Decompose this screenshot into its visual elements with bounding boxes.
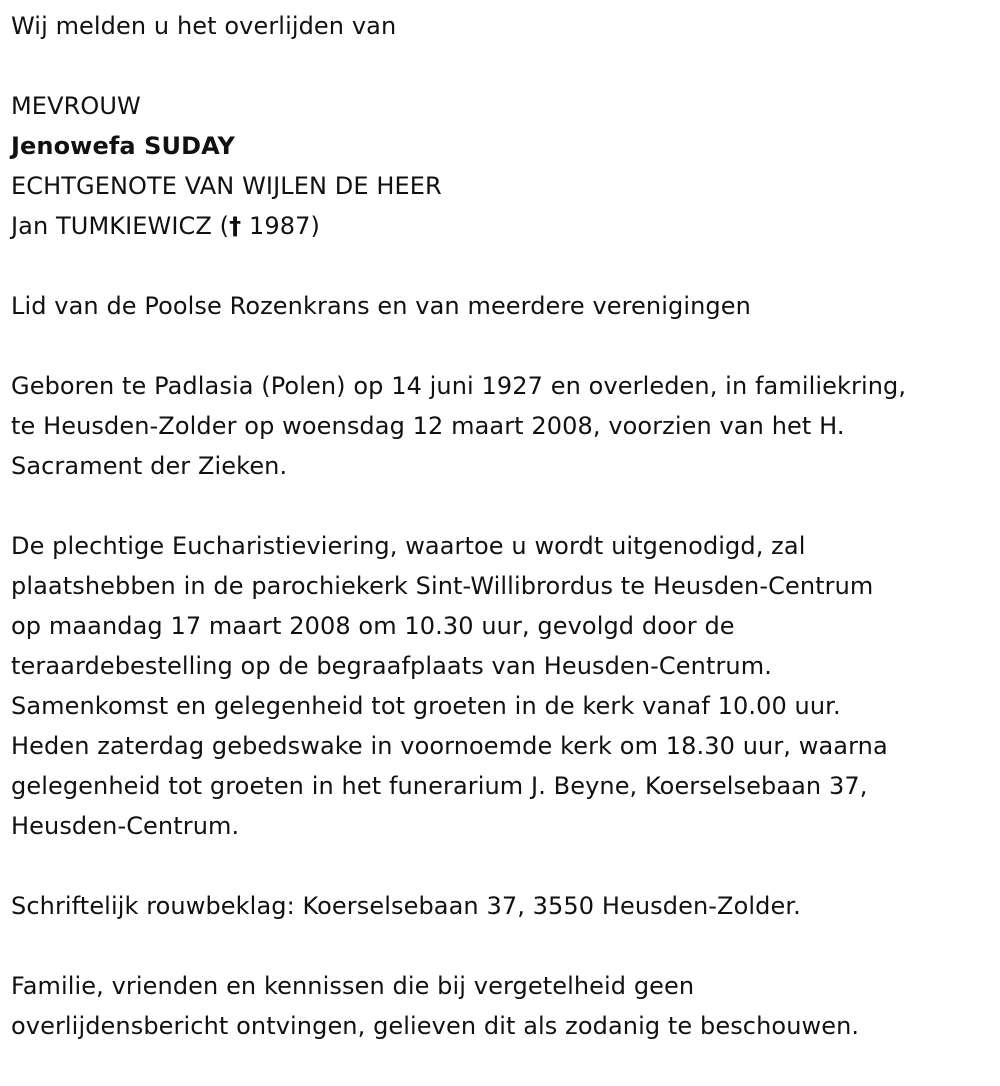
ceremony-line: Heusden-Centrum. [11,812,240,840]
spacer [11,486,996,526]
birth-death-line: Sacrament der Zieken. [11,452,288,480]
deceased-name: Jenowefa SUDAY [11,132,235,160]
closing-line: Familie, vrienden en kennissen die bij vergetelheid geen [11,972,695,1000]
ceremony-line: Heden zaterdag gebedswake in voornoemde kerk om 18.30 uur, waarna [11,732,888,760]
ceremony-line: op maandag 17 maart 2008 om 10.30 uur, gevolgd door de [11,612,735,640]
spacer [11,926,996,966]
spacer [11,846,996,886]
spouse-name: Jan TUMKIEWICZ ( [11,212,230,240]
ceremony-line: gelegenheid tot groeten in het funerarium J. Beyne, Koerselsebaan 37, [11,772,868,800]
spacer [11,246,996,286]
spouse-line [11,206,996,246]
ceremony-line: De plechtige Eucharistieviering, waartoe u wordt uitgenodigd, zal [11,532,806,560]
birth-death-line: te Heusden-Zolder op woensdag 12 maart 2008, voorzien van het H. [11,412,845,440]
relation-text: ECHTGENOTE VAN WIJLEN DE HEER [11,172,442,200]
cross-icon: † [229,212,242,240]
birth-death-line: Geboren te Padlasia (Polen) op 14 juni 1927 en overleden, in familiekring, [11,372,907,400]
ceremony-line: Samenkomst en gelegenheid tot groeten in de kerk vanaf 10.00 uur. [11,692,841,720]
closing-line: overlijdensbericht ontvingen, gelieven dit als zodanig te beschouwen. [11,1012,860,1040]
intro-text: Wij melden u het overlijden van [11,12,397,40]
title-text: MEVROUW [11,92,141,120]
death-notice [11,0,996,1046]
ceremony-line: teraardebestelling op de begraafplaats van Heusden-Centrum. [11,652,772,680]
spacer [11,326,996,366]
membership-text: Lid van de Poolse Rozenkrans en van meerdere verenigingen [11,292,751,320]
condolences-text: Schriftelijk rouwbeklag: Koerselsebaan 37, 3550 Heusden-Zolder. [11,892,801,920]
ceremony-line: plaatshebben in de parochiekerk Sint-Willibrordus te Heusden-Centrum [11,572,874,600]
spouse-year: 1987) [241,212,320,240]
spacer [11,46,996,86]
